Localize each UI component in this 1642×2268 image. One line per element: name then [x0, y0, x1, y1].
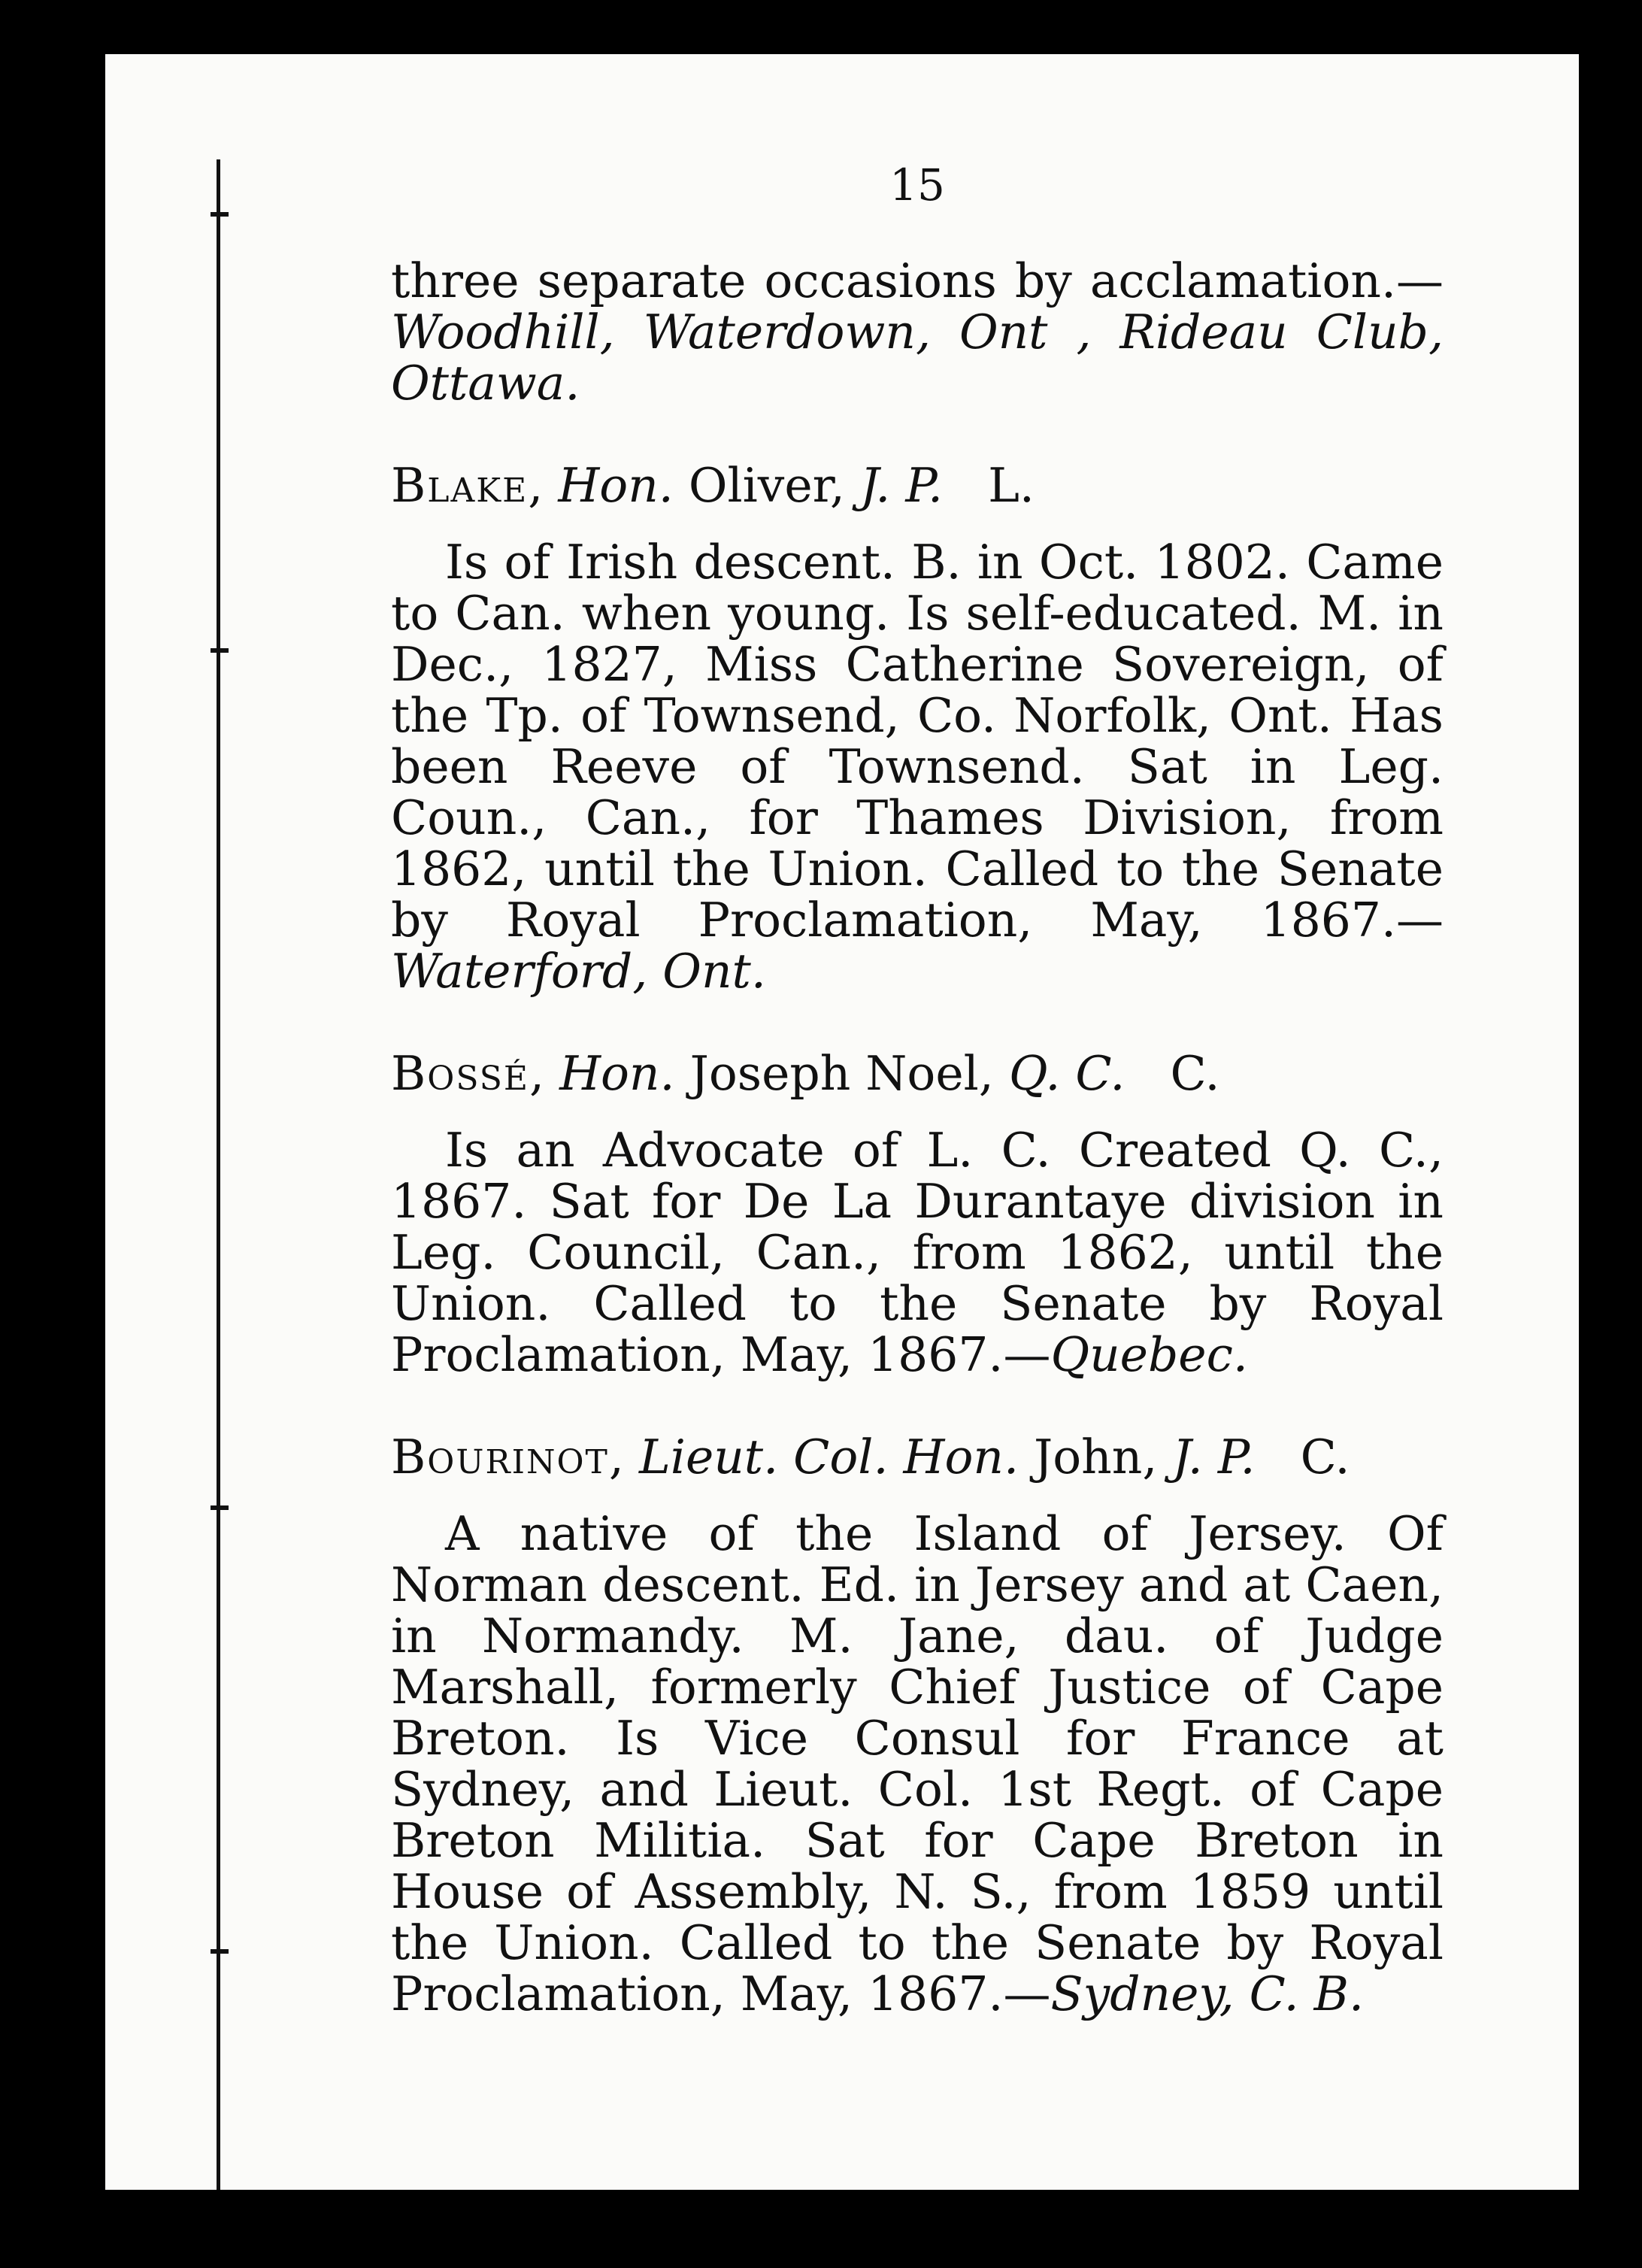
continuation-address: Woodhill, Waterdown, Ont , Rideau Club, Ottawa.: [391, 305, 1444, 411]
entry-affiliation: C.: [1300, 1430, 1350, 1484]
entry-heading-bosse: Bossé, Hon. Joseph Noel, Q. C. C.: [391, 1046, 1220, 1101]
entry-surname: Blake: [391, 458, 529, 513]
entry-given-name: Oliver,: [688, 458, 845, 513]
binding-mark: [211, 1949, 229, 1954]
entry-honorific: Hon.: [559, 1046, 675, 1101]
entry-body-text: A native of the Island of Jersey. Of Norman descent. Ed. in Jersey and at Caen, in Normandy. M. Jane, dau. of Judge Marshall, formerly Chief Justice of Cape Breton. Is Vice Consul for France at Sydney, and Lieut. Col. 1st Regt. of Cape Breton Militia. Sat for Cape Breton in House of Assembly, N. S., from 1859 until the Union. Called to the Senate by Royal Proclamation, May, 1867.—: [391, 1506, 1444, 2021]
page-number: 15: [889, 159, 945, 211]
page-text: [391, 159, 1444, 2020]
entry-affiliation: L.: [988, 458, 1035, 513]
entry-body-blake: [391, 537, 1444, 997]
entry-heading-bourinot: Bourinot, Lieut. Col. Hon. John, J. P. C.: [391, 1430, 1350, 1484]
binding-mark: [211, 648, 229, 653]
entry-heading-blake: Blake, Hon. Oliver, J. P. L.: [391, 458, 1035, 513]
entry-surname: Bossé: [391, 1046, 529, 1101]
entry-affiliation: C.: [1170, 1046, 1220, 1101]
entry-body-text: Is an Advocate of L. C. Created Q. C., 1867. Sat for De La Durantaye division in Leg. Council, Can., from 1862, until the Union. Called to the Senate by Royal Proclamation, May, 1867.—: [391, 1123, 1444, 1382]
entry-given-name: Joseph Noel,: [689, 1046, 994, 1101]
entry-honorific: Lieut. Col. Hon.: [638, 1430, 1019, 1484]
continuation-paragraph: [391, 253, 1444, 411]
entry-address: Waterford, Ont.: [391, 944, 766, 999]
entry-postnominal: J. P.: [859, 458, 944, 513]
entry-body-bourinot: [391, 1508, 1444, 2020]
entry-body-text: Is of Irish descent. B. in Oct. 1802. Came to Can. when young. Is self-educated. M. in Dec., 1827, Miss Catherine Sovereign, of the Tp. of Townsend, Co. Norfolk, Ont. Has been Reeve of Townsend. Sat in Leg. Coun., Can., for Thames Division, from 1862, until the Union. Called to the Senate by Royal Proclamation, May, 1867.—: [391, 535, 1444, 948]
entry-body-bosse: [391, 1125, 1444, 1381]
continuation-text: three separate occasions by acclamation.—: [391, 253, 1444, 308]
binding-mark: [211, 1505, 229, 1510]
entry-postnominal: J. P.: [1172, 1430, 1256, 1484]
entry-honorific: Hon.: [558, 458, 674, 513]
entry-postnominal: Q. C.: [1008, 1046, 1125, 1101]
entry-address: Quebec.: [1050, 1327, 1248, 1382]
entry-given-name: John,: [1034, 1430, 1158, 1484]
binding-rule: [217, 159, 220, 2190]
book-page: [105, 54, 1579, 2190]
binding-mark: [211, 212, 229, 217]
entry-surname: Bourinot: [391, 1430, 609, 1484]
entry-address: Sydney, C. B.: [1050, 1966, 1364, 2021]
